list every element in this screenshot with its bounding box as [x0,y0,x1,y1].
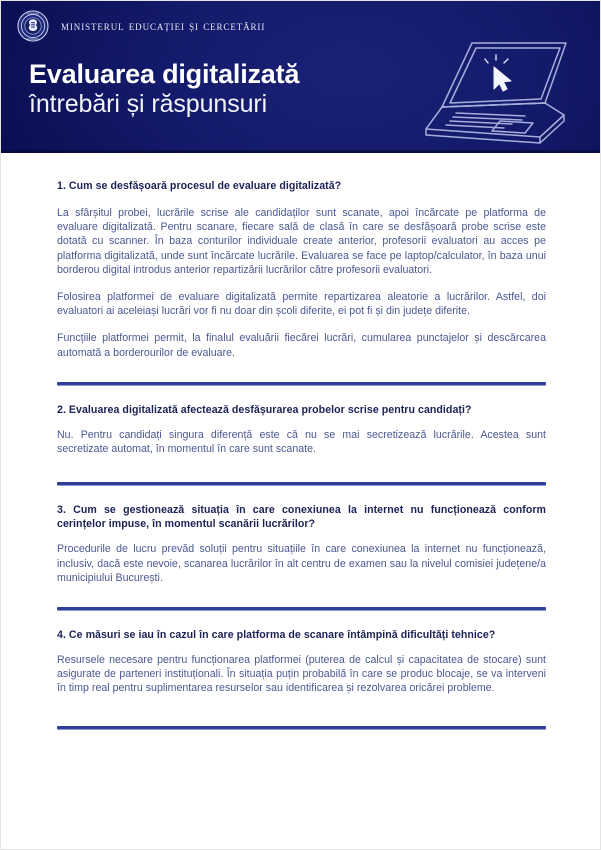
faq-question-3: 3. Cum se gestionează situația în care conexiunea la internet nu funcționează conform cerințelor impuse, în momentul scanării lucrărilor? [57,504,546,531]
page-title: Evaluarea digitalizată [29,59,300,89]
svg-text:ROMANIA: ROMANIA [26,38,40,42]
faq-question-4: 4. Ce măsuri se iau în cazul în care platforma de scanare întâmpină dificultăți tehnice? [57,628,496,641]
faq-content [1,153,601,729]
ministry-name-label: ministerul educației și cercetării [61,18,266,33]
banner-title-group [29,59,299,120]
section-divider-4 [57,726,546,729]
faq-answer-1-paragraph-2: Folosirea platformei de evaluare digitalizată permite repartizarea aleatorie a lucrărilor. Astfel, doi evaluatori ai aceleiași lucrări vor fi nu doar din școli diferite, ei pot fi și din județe diferite. [57,291,546,318]
laptop-with-cursor-icon [412,29,594,151]
ministry-brand [17,10,265,42]
faq-item-4 [57,628,546,696]
svg-text:ROMANIA: ROMANIA [26,12,40,16]
faq-answer-4-paragraph-1: Resursele necesare pentru funcționarea platformei (puterea de calcul și capacitatea de stocare) sunt asigurate de parteneri instituționali. În situația puțin probabilă în care se produc blocaje, se va interveni în timp real pentru suplimentarea resurselor sau identificarea și rezolvarea oricărei probleme. [57,654,546,695]
faq-item-1 [57,179,546,360]
faq-item-3 [57,503,546,585]
faq-answer-3-paragraph-1: Procedurile de lucru prevăd soluții pentru situațiile în care conexiunea la internet nu funcționează, inclusiv, dacă este nevoie, scanarea lucrărilor în alt centru de examen sau la nivelul comisiei județene/a municipiului București. [57,543,546,584]
romanian-coat-of-arms-icon [17,10,49,42]
faq-question-2: 2. Evaluarea digitalizată afectează desfășurarea probelor scrise pentru candidați? [57,403,472,416]
faq-answer-1-paragraph-3: Funcțiile platformei permit, la finalul evaluării fiecărei lucrări, cumularea punctajelor și descărcarea automată a borderourilor de evaluare. [57,332,546,359]
faq-item-2 [57,403,546,456]
faq-answer-2-paragraph-1: Nu. Pentru candidați singura diferență este că nu se mai secretizează lucrările. Acestea sunt secretizate automat, în momentul în care sunt scanate. [57,428,546,456]
page-header-banner [1,1,601,153]
faq-answer-1-paragraph-1: La sfârșitul probei, lucrările scrise ale candidaților sunt scanate, apoi încărcate pe platforma de evaluare digitalizată. Pentru scanare, fiecare sală de clasă în care se desfășoară probe scrise este dotată cu scanner. În baza conturilor individuale create anterior, profesorii evaluatori au acces pe platforma digitalizată, unde sunt încărcate lucrările. Evaluarea se face pe laptop/calculator, în baza unui borderou digital introdus anterior repartizării lucrărilor către profesorii evaluatori. [57,207,546,276]
faq-question-1: 1. Cum se desfășoară procesul de evaluare digitalizată? [57,180,342,192]
page-subtitle: întrebări și răspunsuri [29,90,268,119]
